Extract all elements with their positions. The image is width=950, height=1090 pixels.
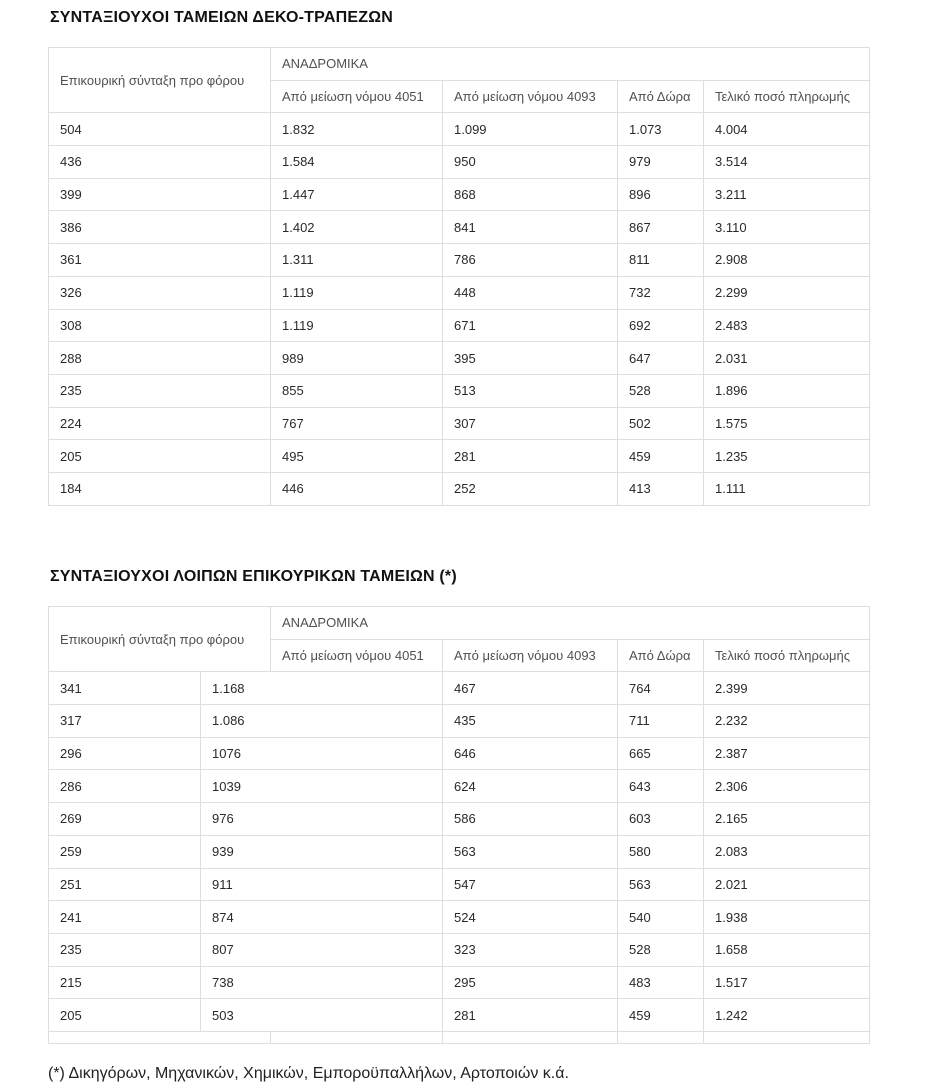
cut-4051-cell: 855 <box>271 374 443 407</box>
final-payment-cell: 2.083 <box>704 835 870 868</box>
cut-4093-cell: 281 <box>443 440 618 473</box>
pre-tax-pension-cell: 259 <box>49 835 201 868</box>
cut-4051-cell: 1.447 <box>271 178 443 211</box>
cut-4051-cell: 767 <box>271 407 443 440</box>
pre-tax-pension-cell: 224 <box>49 407 271 440</box>
final-payment-cell: 2.299 <box>704 276 870 309</box>
pre-tax-pension-cell: 269 <box>49 803 201 836</box>
pre-tax-pension-cell: 205 <box>49 999 201 1032</box>
empty-cell <box>49 1031 271 1043</box>
cut-4051-cell: 976 <box>201 803 443 836</box>
deko-banks-pensioners-table <box>48 47 870 506</box>
final-payment-cell: 2.021 <box>704 868 870 901</box>
table-title: ΣΥΝΤΑΞΙΟΥΧΟΙ ΛΟΙΠΩΝ ΕΠΙΚΟΥΡΙΚΩΝ ΤΑΜΕΙΩΝ (*) <box>50 568 457 585</box>
bonus-cut-cell: 580 <box>618 835 704 868</box>
table-header <box>49 48 870 113</box>
cut-4093-header: Από μείωση νόμου 4093 <box>443 639 618 672</box>
bonus-cut-cell: 811 <box>618 244 704 277</box>
table-row <box>49 472 870 505</box>
bonus-cut-cell: 665 <box>618 737 704 770</box>
final-payment-cell: 3.110 <box>704 211 870 244</box>
bonus-cut-cell: 764 <box>618 672 704 705</box>
final-payment-cell: 2.232 <box>704 705 870 738</box>
cut-4051-cell: 495 <box>271 440 443 473</box>
cut-4093-cell: 950 <box>443 146 618 179</box>
pre-tax-pension-cell: 241 <box>49 901 201 934</box>
cut-4051-cell: 1.311 <box>271 244 443 277</box>
final-payment-cell: 2.031 <box>704 342 870 375</box>
cut-4051-cell: 738 <box>201 966 443 999</box>
final-payment-cell: 2.387 <box>704 737 870 770</box>
final-payment-cell: 4.004 <box>704 113 870 146</box>
header-row <box>49 607 870 640</box>
pre-tax-pension-cell: 235 <box>49 933 201 966</box>
bonus-cut-cell: 1.073 <box>618 113 704 146</box>
pre-tax-pension-cell: 436 <box>49 146 271 179</box>
cut-4093-cell: 841 <box>443 211 618 244</box>
table-row <box>49 770 870 803</box>
pre-tax-pension-cell: 235 <box>49 374 271 407</box>
final-payment-cell: 2.165 <box>704 803 870 836</box>
bonus-cut-cell: 896 <box>618 178 704 211</box>
cut-4051-cell: 1.119 <box>271 309 443 342</box>
cut-4051-cell: 939 <box>201 835 443 868</box>
table-row <box>49 211 870 244</box>
cut-4093-cell: 281 <box>443 999 618 1032</box>
cut-4051-cell: 1.119 <box>271 276 443 309</box>
other-auxiliary-funds-pensioners-table <box>48 606 870 1044</box>
cut-4051-header: Από μείωση νόμου 4051 <box>271 80 443 113</box>
bonus-cut-cell: 563 <box>618 868 704 901</box>
bonus-cut-cell: 979 <box>618 146 704 179</box>
empty-cell <box>271 1031 443 1043</box>
table-row <box>49 374 870 407</box>
table-title: ΣΥΝΤΑΞΙΟΥΧΟΙ ΤΑΜΕΙΩΝ ΔΕΚΟ-ΤΡΑΠΕΖΩΝ <box>50 9 393 26</box>
bonus-cut-header: Από Δώρα <box>618 639 704 672</box>
pre-tax-pension-cell: 251 <box>49 868 201 901</box>
pre-tax-pension-cell: 317 <box>49 705 201 738</box>
cut-4093-cell: 671 <box>443 309 618 342</box>
table-row <box>49 342 870 375</box>
table-row <box>49 999 870 1032</box>
cut-4093-cell: 646 <box>443 737 618 770</box>
pre-tax-pension-cell: 286 <box>49 770 201 803</box>
pre-tax-pension-cell: 184 <box>49 472 271 505</box>
bonus-cut-cell: 643 <box>618 770 704 803</box>
table-row <box>49 244 870 277</box>
pre-tax-pension-cell: 215 <box>49 966 201 999</box>
cut-4093-cell: 435 <box>443 705 618 738</box>
final-payment-cell: 1.111 <box>704 472 870 505</box>
cut-4093-cell: 307 <box>443 407 618 440</box>
final-payment-cell: 2.306 <box>704 770 870 803</box>
bonus-cut-cell: 692 <box>618 309 704 342</box>
table-row <box>49 440 870 473</box>
table-row <box>49 113 870 146</box>
cut-4093-cell: 295 <box>443 966 618 999</box>
cut-4093-cell: 547 <box>443 868 618 901</box>
final-payment-cell: 1.575 <box>704 407 870 440</box>
cut-4093-cell: 467 <box>443 672 618 705</box>
final-payment-cell: 2.908 <box>704 244 870 277</box>
footnote: (*) Δικηγόρων, Μηχανικών, Χημικών, Εμποροϋπαλλήλων, Αρτοποιών κ.ά. <box>48 1065 569 1082</box>
table-row <box>49 933 870 966</box>
retroactive-group-header: ΑΝΑΔΡΟΜΙΚΑ <box>271 48 870 81</box>
final-payment-header: Τελικό ποσό πληρωμής <box>704 639 870 672</box>
bonus-cut-cell: 502 <box>618 407 704 440</box>
bonus-cut-cell: 528 <box>618 374 704 407</box>
cut-4051-cell: 1076 <box>201 737 443 770</box>
table-row <box>49 178 870 211</box>
final-payment-cell: 1.235 <box>704 440 870 473</box>
pre-tax-pension-header: Επικουρική σύνταξη προ φόρου <box>49 48 271 113</box>
cut-4093-cell: 323 <box>443 933 618 966</box>
bonus-cut-cell: 711 <box>618 705 704 738</box>
pre-tax-pension-cell: 296 <box>49 737 201 770</box>
final-payment-cell: 3.514 <box>704 146 870 179</box>
cut-4051-header: Από μείωση νόμου 4051 <box>271 639 443 672</box>
bonus-cut-cell: 603 <box>618 803 704 836</box>
final-payment-header: Τελικό ποσό πληρωμής <box>704 80 870 113</box>
bonus-cut-cell: 459 <box>618 440 704 473</box>
table-row <box>49 705 870 738</box>
cut-4051-cell: 911 <box>201 868 443 901</box>
pre-tax-pension-cell: 386 <box>49 211 271 244</box>
cut-4051-cell: 1.832 <box>271 113 443 146</box>
pre-tax-pension-cell: 341 <box>49 672 201 705</box>
empty-row <box>49 1031 870 1043</box>
pre-tax-pension-cell: 205 <box>49 440 271 473</box>
bonus-cut-cell: 540 <box>618 901 704 934</box>
cut-4051-cell: 446 <box>271 472 443 505</box>
table-header <box>49 607 870 672</box>
pre-tax-pension-header: Επικουρική σύνταξη προ φόρου <box>49 607 271 672</box>
header-row <box>49 48 870 81</box>
retroactive-group-header: ΑΝΑΔΡΟΜΙΚΑ <box>271 607 870 640</box>
final-payment-cell: 1.938 <box>704 901 870 934</box>
final-payment-cell: 2.483 <box>704 309 870 342</box>
cut-4093-cell: 513 <box>443 374 618 407</box>
pre-tax-pension-cell: 361 <box>49 244 271 277</box>
table-row <box>49 672 870 705</box>
final-payment-cell: 1.658 <box>704 933 870 966</box>
cut-4051-cell: 1.402 <box>271 211 443 244</box>
table-row <box>49 146 870 179</box>
pre-tax-pension-cell: 288 <box>49 342 271 375</box>
cut-4093-cell: 624 <box>443 770 618 803</box>
table-row <box>49 803 870 836</box>
cut-4093-cell: 586 <box>443 803 618 836</box>
bonus-cut-header: Από Δώρα <box>618 80 704 113</box>
table-row <box>49 868 870 901</box>
cut-4051-cell: 1.584 <box>271 146 443 179</box>
cut-4093-cell: 252 <box>443 472 618 505</box>
table-row <box>49 276 870 309</box>
pre-tax-pension-cell: 308 <box>49 309 271 342</box>
cut-4093-cell: 524 <box>443 901 618 934</box>
bonus-cut-cell: 647 <box>618 342 704 375</box>
cut-4093-cell: 395 <box>443 342 618 375</box>
table-end-spacer <box>49 1031 870 1043</box>
cut-4051-cell: 1.168 <box>201 672 443 705</box>
cut-4051-cell: 874 <box>201 901 443 934</box>
cut-4093-cell: 868 <box>443 178 618 211</box>
bonus-cut-cell: 483 <box>618 966 704 999</box>
empty-cell <box>704 1031 870 1043</box>
bonus-cut-cell: 413 <box>618 472 704 505</box>
cut-4093-cell: 1.099 <box>443 113 618 146</box>
pre-tax-pension-cell: 504 <box>49 113 271 146</box>
table-row <box>49 407 870 440</box>
table-row <box>49 737 870 770</box>
cut-4093-cell: 563 <box>443 835 618 868</box>
cut-4051-cell: 807 <box>201 933 443 966</box>
bonus-cut-cell: 867 <box>618 211 704 244</box>
cut-4051-cell: 989 <box>271 342 443 375</box>
empty-cell <box>618 1031 704 1043</box>
cut-4051-cell: 1.086 <box>201 705 443 738</box>
table-row <box>49 309 870 342</box>
table-row <box>49 966 870 999</box>
pre-tax-pension-cell: 399 <box>49 178 271 211</box>
table-row <box>49 901 870 934</box>
table-body <box>49 672 870 1032</box>
empty-cell <box>443 1031 618 1043</box>
cut-4051-cell: 503 <box>201 999 443 1032</box>
table-row <box>49 835 870 868</box>
final-payment-cell: 1.242 <box>704 999 870 1032</box>
cut-4093-header: Από μείωση νόμου 4093 <box>443 80 618 113</box>
final-payment-cell: 1.896 <box>704 374 870 407</box>
table-body <box>49 113 870 505</box>
cut-4051-cell: 1039 <box>201 770 443 803</box>
cut-4093-cell: 448 <box>443 276 618 309</box>
bonus-cut-cell: 528 <box>618 933 704 966</box>
bonus-cut-cell: 459 <box>618 999 704 1032</box>
final-payment-cell: 2.399 <box>704 672 870 705</box>
cut-4093-cell: 786 <box>443 244 618 277</box>
pre-tax-pension-cell: 326 <box>49 276 271 309</box>
final-payment-cell: 3.211 <box>704 178 870 211</box>
bonus-cut-cell: 732 <box>618 276 704 309</box>
final-payment-cell: 1.517 <box>704 966 870 999</box>
